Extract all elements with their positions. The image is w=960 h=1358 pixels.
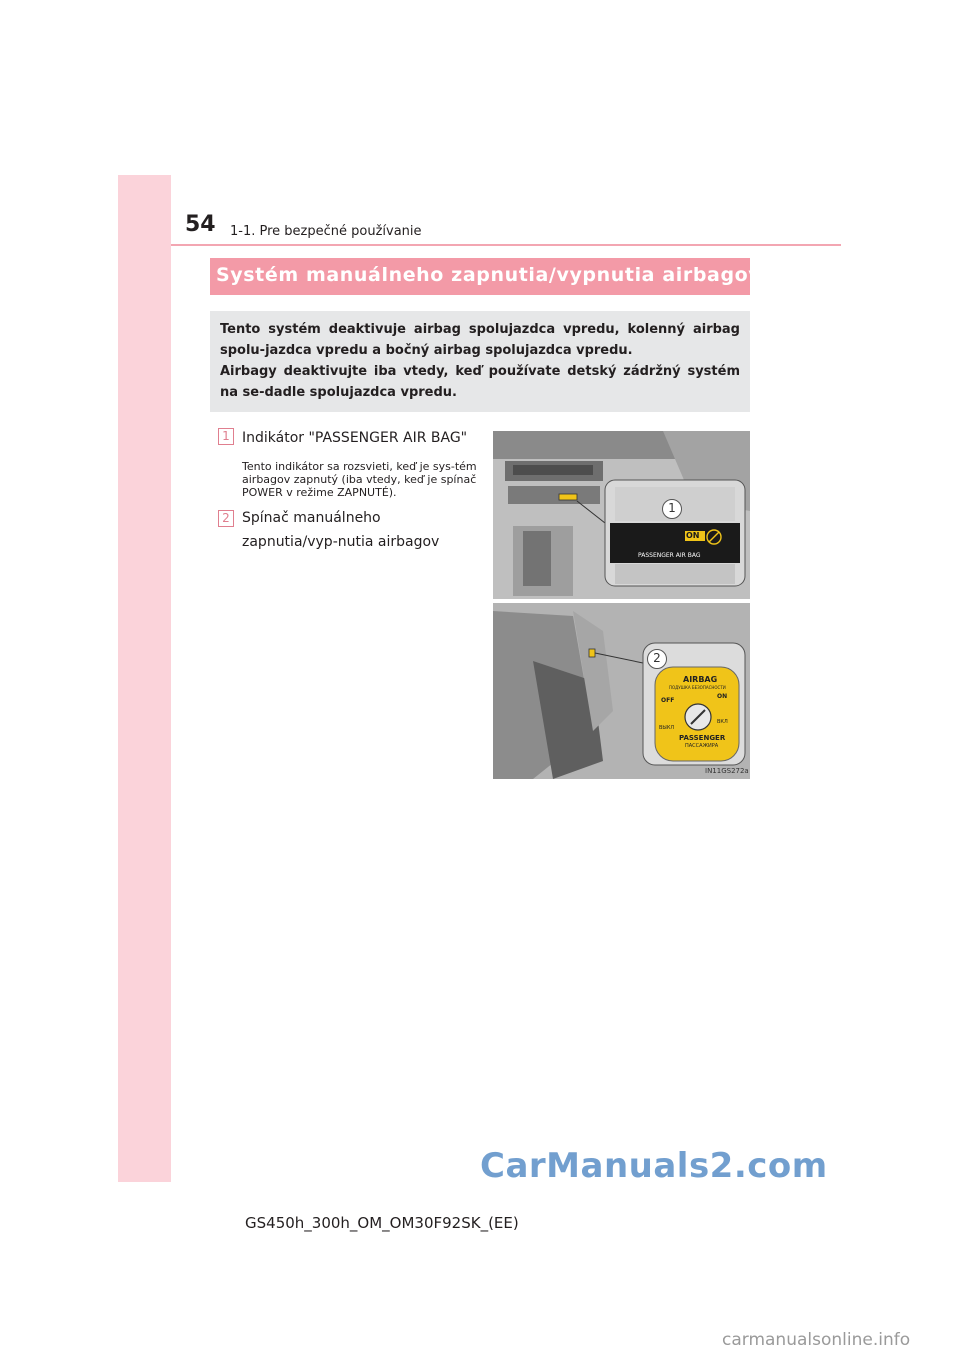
item-title-1: Indikátor "PASSENGER AIR BAG"	[242, 430, 468, 446]
car-interior-drawing	[493, 431, 750, 779]
figure-code: IN11GS272a	[705, 767, 749, 775]
item-title-2: Spínač manuálneho zapnutia/vyp-nutia airbagov	[242, 510, 440, 550]
item-description-1: Tento indikátor sa rozsvieti, keď je sys-tém airbagov zapnutý (iba vtedy, keď je spínač POWER v režime ZAPNUTÉ).	[242, 460, 477, 499]
switch-on-text: ON	[717, 693, 728, 700]
indicator-on-text: ON	[686, 531, 700, 540]
page-side-tab	[118, 175, 171, 1182]
source-watermark: carmanualsonline.info	[722, 1330, 911, 1350]
watermark: CarManuals2.com	[480, 1146, 828, 1186]
indicator-label: PASSENGER AIR BAG	[638, 552, 701, 559]
footer-code: GS450h_300h_OM_OM30F92SK_(EE)	[245, 1214, 519, 1232]
switch-passenger-text: PASSENGER	[679, 734, 726, 742]
switch-airbag-text: AIRBAG	[683, 675, 718, 684]
section-title: 1-1. Pre bezpečné používanie	[230, 224, 422, 239]
header-divider	[171, 244, 841, 246]
switch-off-text: OFF	[661, 697, 675, 704]
callout-1: 1	[662, 499, 682, 519]
switch-passenger-ru: ПАССАЖИРА	[685, 743, 719, 749]
item-number-1: 1	[218, 428, 234, 445]
switch-on-ru: ВКЛ	[717, 719, 728, 725]
intro-box	[210, 311, 750, 412]
page-number: 54	[185, 212, 216, 237]
intro-paragraph-2: Airbagy deaktivujte iba vtedy, keď používate detský zádržný systém na se-dadle spolujazdca vpredu.	[220, 364, 740, 400]
switch-off-ru: ВЫКЛ	[659, 725, 675, 731]
intro-paragraph-1: Tento systém deaktivuje airbag spolujazdca vpredu, kolenný airbag spolu-jazdca vpredu a bočný airbag spolujazdca vpredu.	[220, 322, 740, 358]
section-heading: Systém manuálneho zapnutia/vypnutia airbagov	[216, 264, 762, 286]
switch-airbag-ru: ПОДУШКА БЕЗОПАСНОСТИ	[669, 685, 726, 690]
item-number-2: 2	[218, 510, 234, 527]
section-heading-bar	[210, 258, 762, 295]
callout-2: 2	[647, 649, 667, 669]
airbag-illustration	[493, 431, 750, 779]
